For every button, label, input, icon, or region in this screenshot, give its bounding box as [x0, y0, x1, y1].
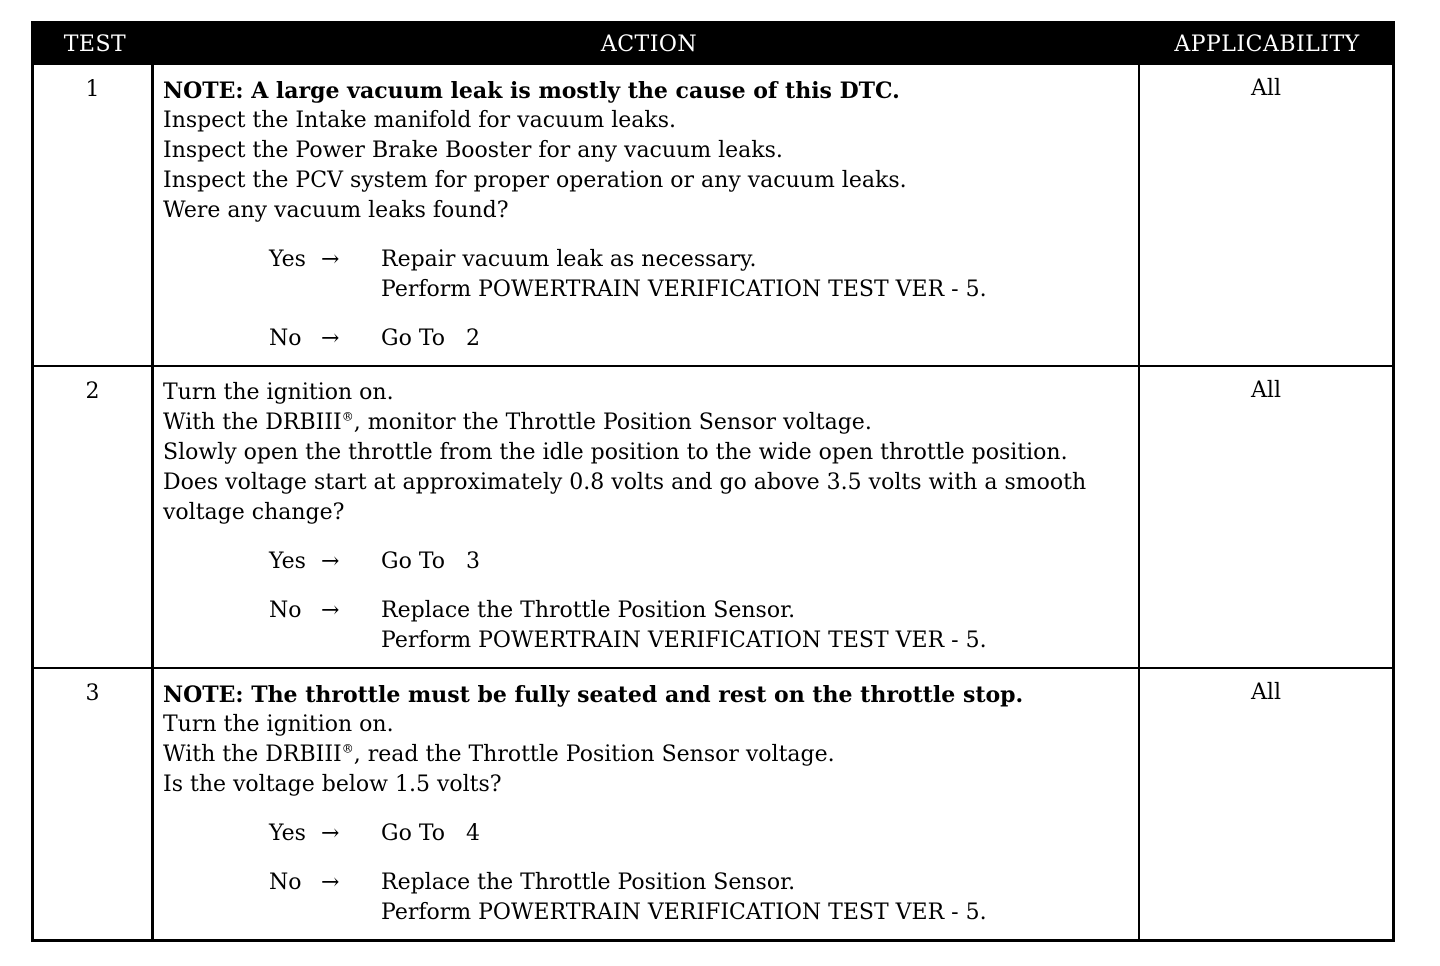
- diagnostic-test-table: [31, 21, 1395, 942]
- response-line: Perform POWERTRAIN VERIFICATION TEST VER - 5.: [381, 900, 987, 925]
- action-cell: [154, 65, 1140, 365]
- note-line: NOTE: The throttle must be fully seated and rest on the throttle stop.: [163, 682, 1024, 708]
- arrow-right-icon: →: [321, 821, 340, 846]
- instruction-line: Turn the ignition on.: [163, 712, 394, 737]
- instruction-line: Inspect the PCV system for proper operation or any vacuum leaks.: [163, 168, 907, 193]
- response-line: Go To 2: [381, 326, 480, 351]
- table-row: [34, 65, 1392, 365]
- header-applicability: APPLICABILITY: [1174, 32, 1360, 57]
- test-number: 3: [34, 669, 154, 939]
- response-line: Repair vacuum leak as necessary.: [381, 247, 757, 272]
- response-body: [381, 547, 1138, 577]
- table-row: [34, 667, 1392, 939]
- response-line: Perform POWERTRAIN VERIFICATION TEST VER - 5.: [381, 277, 987, 302]
- header-test: TEST: [63, 32, 127, 57]
- applicability-value: All: [1251, 680, 1281, 705]
- response-line: Go To 4: [381, 821, 480, 846]
- instruction-line: Were any vacuum leaks found?: [163, 198, 509, 223]
- response-line: Perform POWERTRAIN VERIFICATION TEST VER - 5.: [381, 628, 987, 653]
- response-label: No: [269, 326, 302, 351]
- registered-mark: ®: [341, 741, 354, 756]
- applicability-value: All: [1251, 378, 1281, 403]
- arrow-right-icon: →: [321, 247, 340, 272]
- response-no: [269, 596, 1138, 656]
- table-header: [34, 24, 1392, 65]
- response-no: [269, 868, 1138, 928]
- response-body: [381, 596, 1138, 656]
- response-body: [381, 324, 1138, 354]
- table-row: [34, 365, 1392, 667]
- instruction-line: Turn the ignition on.: [163, 380, 394, 405]
- response-yes: [269, 819, 1138, 849]
- response-no: [269, 324, 1138, 354]
- table-body: [34, 65, 1392, 939]
- response-label: Yes: [269, 247, 306, 272]
- instruction-line: Does voltage start at approximately 0.8 volts and go above 3.5 volts with a smooth voltage change?: [163, 470, 1087, 525]
- instruction-line: With the DRBIII®, monitor the Throttle Position Sensor voltage.: [163, 409, 872, 435]
- arrow-right-icon: →: [321, 870, 340, 895]
- response-yes: [269, 547, 1138, 577]
- response-body: [381, 819, 1138, 849]
- action-cell: [154, 669, 1140, 939]
- instruction-line: Slowly open the throttle from the idle position to the wide open throttle position.: [163, 440, 1068, 465]
- header-action: ACTION: [600, 32, 698, 57]
- response-line: Replace the Throttle Position Sensor.: [381, 598, 796, 623]
- action-cell: [154, 367, 1140, 667]
- note-line: NOTE: A large vacuum leak is mostly the cause of this DTC.: [163, 78, 900, 104]
- instruction-line: With the DRBIII®, read the Throttle Position Sensor voltage.: [163, 741, 835, 767]
- response-label: Yes: [269, 821, 306, 846]
- response-label: No: [269, 598, 302, 623]
- instruction-line: Is the voltage below 1.5 volts?: [163, 772, 502, 797]
- response-body: [381, 245, 1138, 305]
- response-line: Replace the Throttle Position Sensor.: [381, 870, 796, 895]
- response-body: [381, 868, 1138, 928]
- arrow-right-icon: →: [321, 549, 340, 574]
- registered-mark: ®: [341, 409, 354, 424]
- response-line: Go To 3: [381, 549, 480, 574]
- arrow-right-icon: →: [321, 326, 340, 351]
- response-label: Yes: [269, 549, 306, 574]
- test-number: 2: [34, 367, 154, 667]
- arrow-right-icon: →: [321, 598, 340, 623]
- instruction-line: Inspect the Intake manifold for vacuum leaks.: [163, 108, 677, 133]
- response-label: No: [269, 870, 302, 895]
- applicability-value: All: [1251, 76, 1281, 101]
- response-yes: [269, 245, 1138, 305]
- test-number: 1: [34, 65, 154, 365]
- instruction-line: Inspect the Power Brake Booster for any vacuum leaks.: [163, 138, 783, 163]
